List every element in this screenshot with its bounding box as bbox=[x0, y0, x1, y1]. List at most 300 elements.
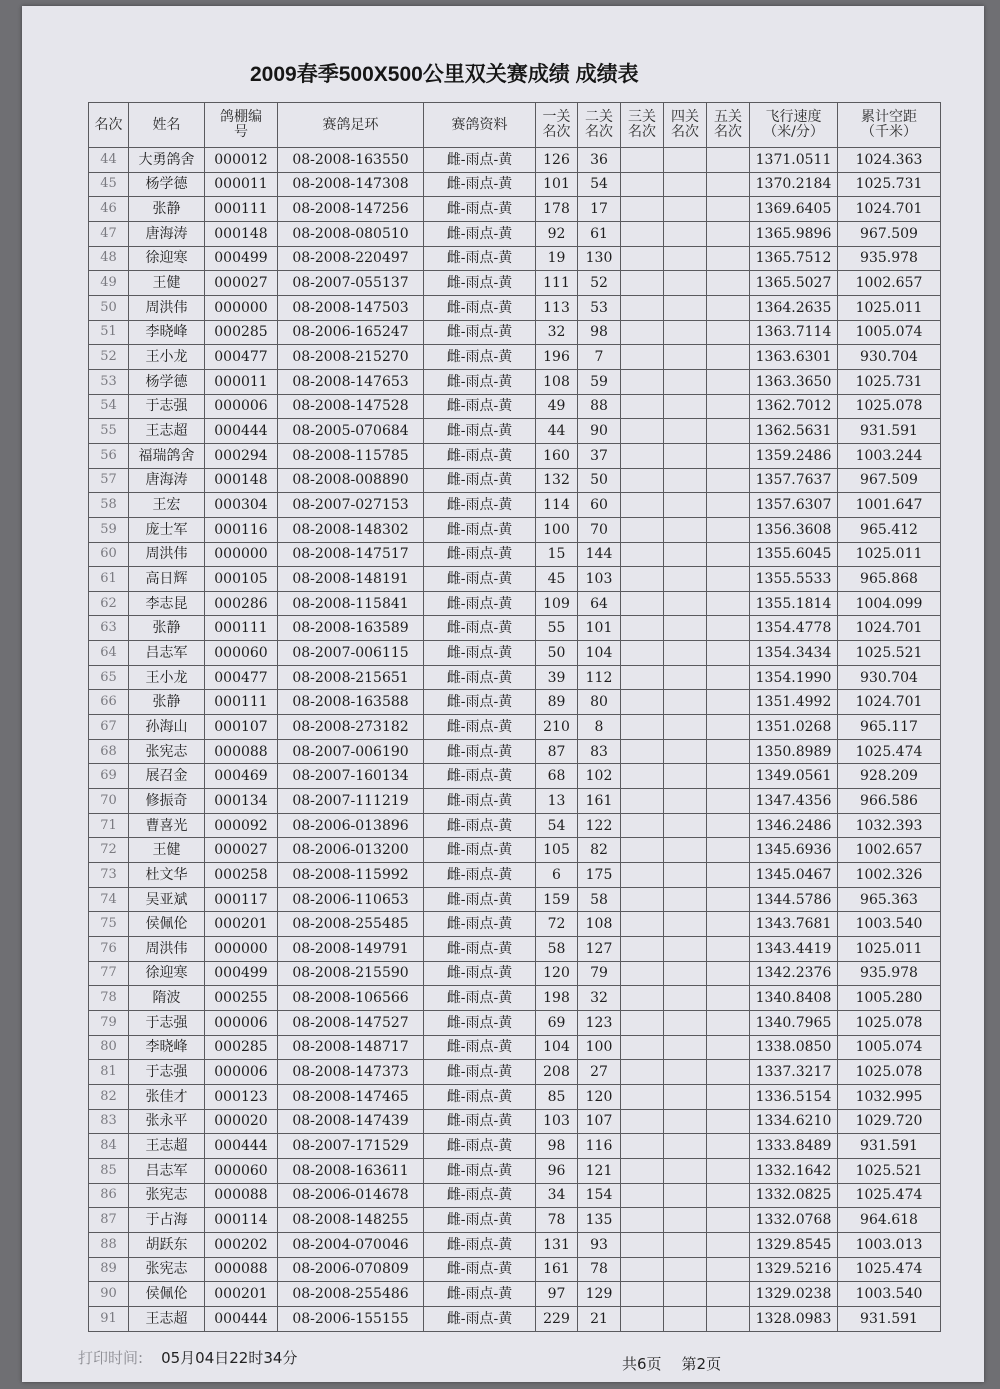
cell-stage2: 54 bbox=[578, 172, 621, 197]
cell-distance: 930.704 bbox=[838, 665, 941, 690]
cell-loft-id: 000255 bbox=[205, 986, 278, 1011]
cell-stage1: 159 bbox=[536, 887, 578, 912]
cell-distance: 931.591 bbox=[838, 1134, 941, 1159]
table-row bbox=[89, 986, 941, 1011]
cell-stage4 bbox=[664, 1134, 707, 1159]
cell-name: 张宪志 bbox=[129, 739, 205, 764]
cell-distance: 1002.326 bbox=[838, 863, 941, 888]
table-row bbox=[89, 789, 941, 814]
cell-stage4 bbox=[664, 912, 707, 937]
cell-stage4 bbox=[664, 443, 707, 468]
table-row bbox=[89, 197, 941, 222]
cell-speed: 1362.7012 bbox=[750, 394, 838, 419]
cell-stage1: 132 bbox=[536, 468, 578, 493]
cell-stage2: 36 bbox=[578, 148, 621, 173]
cell-ring: 08-2008-215651 bbox=[278, 665, 424, 690]
cell-ring: 08-2008-008890 bbox=[278, 468, 424, 493]
cell-stage1: 49 bbox=[536, 394, 578, 419]
cell-stage1: 105 bbox=[536, 838, 578, 863]
cell-name: 于占海 bbox=[129, 1208, 205, 1233]
cell-stage1: 114 bbox=[536, 493, 578, 518]
cell-stage2: 61 bbox=[578, 221, 621, 246]
header-distance: 累计空距（千米） bbox=[838, 103, 941, 148]
table-row bbox=[89, 345, 941, 370]
cell-ring: 08-2008-148717 bbox=[278, 1035, 424, 1060]
cell-stage2: 53 bbox=[578, 295, 621, 320]
cell-loft-id: 000000 bbox=[205, 542, 278, 567]
cell-speed: 1329.8545 bbox=[750, 1232, 838, 1257]
cell-stage5 bbox=[707, 419, 750, 444]
header-pigeon-info: 赛鸽资料 bbox=[424, 103, 536, 148]
cell-rank: 58 bbox=[89, 493, 129, 518]
table-row bbox=[89, 443, 941, 468]
cell-rank: 83 bbox=[89, 1109, 129, 1134]
cell-rank: 51 bbox=[89, 320, 129, 345]
cell-loft-id: 000286 bbox=[205, 591, 278, 616]
cell-pigeon-info: 雌-雨点-黄 bbox=[424, 369, 536, 394]
table-row bbox=[89, 764, 941, 789]
cell-rank: 65 bbox=[89, 665, 129, 690]
cell-speed: 1354.3434 bbox=[750, 641, 838, 666]
cell-stage3 bbox=[621, 1084, 664, 1109]
cell-stage1: 210 bbox=[536, 715, 578, 740]
cell-distance: 1004.099 bbox=[838, 591, 941, 616]
cell-distance: 1025.731 bbox=[838, 172, 941, 197]
table-row bbox=[89, 1282, 941, 1307]
cell-stage3 bbox=[621, 591, 664, 616]
cell-stage2: 107 bbox=[578, 1109, 621, 1134]
print-time-value: 05月04日22时34分 bbox=[161, 1349, 298, 1367]
cell-pigeon-info: 雌-雨点-黄 bbox=[424, 665, 536, 690]
cell-stage3 bbox=[621, 641, 664, 666]
cell-stage3 bbox=[621, 443, 664, 468]
cell-speed: 1359.2486 bbox=[750, 443, 838, 468]
cell-rank: 54 bbox=[89, 394, 129, 419]
cell-stage5 bbox=[707, 443, 750, 468]
cell-stage5 bbox=[707, 764, 750, 789]
cell-stage1: 45 bbox=[536, 567, 578, 592]
cell-stage2: 116 bbox=[578, 1134, 621, 1159]
cell-ring: 08-2008-147527 bbox=[278, 1010, 424, 1035]
cell-stage1: 87 bbox=[536, 739, 578, 764]
cell-pigeon-info: 雌-雨点-黄 bbox=[424, 345, 536, 370]
cell-pigeon-info: 雌-雨点-黄 bbox=[424, 1109, 536, 1134]
cell-stage5 bbox=[707, 148, 750, 173]
table-row bbox=[89, 1208, 941, 1233]
cell-stage5 bbox=[707, 542, 750, 567]
cell-rank: 72 bbox=[89, 838, 129, 863]
cell-stage2: 88 bbox=[578, 394, 621, 419]
cell-stage5 bbox=[707, 1306, 750, 1331]
cell-stage5 bbox=[707, 1060, 750, 1085]
cell-loft-id: 000012 bbox=[205, 148, 278, 173]
cell-stage1: 19 bbox=[536, 246, 578, 271]
cell-stage2: 58 bbox=[578, 887, 621, 912]
cell-stage3 bbox=[621, 567, 664, 592]
cell-stage3 bbox=[621, 838, 664, 863]
cell-ring: 08-2008-273182 bbox=[278, 715, 424, 740]
cell-stage1: 104 bbox=[536, 1035, 578, 1060]
cell-rank: 76 bbox=[89, 937, 129, 962]
cell-ring: 08-2007-055137 bbox=[278, 271, 424, 296]
cell-pigeon-info: 雌-雨点-黄 bbox=[424, 912, 536, 937]
cell-pigeon-info: 雌-雨点-黄 bbox=[424, 591, 536, 616]
cell-stage2: 60 bbox=[578, 493, 621, 518]
cell-stage5 bbox=[707, 295, 750, 320]
cell-stage4 bbox=[664, 937, 707, 962]
table-row bbox=[89, 641, 941, 666]
cell-pigeon-info: 雌-雨点-黄 bbox=[424, 789, 536, 814]
cell-rank: 91 bbox=[89, 1306, 129, 1331]
cell-stage1: 68 bbox=[536, 764, 578, 789]
cell-ring: 08-2007-111219 bbox=[278, 789, 424, 814]
cell-rank: 63 bbox=[89, 616, 129, 641]
cell-stage5 bbox=[707, 320, 750, 345]
page-title: 2009春季500X500公里双关赛成绩 成绩表 bbox=[250, 63, 639, 86]
cell-pigeon-info: 雌-雨点-黄 bbox=[424, 1257, 536, 1282]
cell-rank: 46 bbox=[89, 197, 129, 222]
current-page: 第2页 bbox=[681, 1355, 722, 1373]
cell-stage5 bbox=[707, 345, 750, 370]
cell-stage3 bbox=[621, 715, 664, 740]
cell-stage2: 98 bbox=[578, 320, 621, 345]
cell-speed: 1365.9896 bbox=[750, 221, 838, 246]
cell-pigeon-info: 雌-雨点-黄 bbox=[424, 468, 536, 493]
cell-pigeon-info: 雌-雨点-黄 bbox=[424, 1010, 536, 1035]
cell-pigeon-info: 雌-雨点-黄 bbox=[424, 517, 536, 542]
cell-speed: 1337.3217 bbox=[750, 1060, 838, 1085]
cell-stage2: 21 bbox=[578, 1306, 621, 1331]
cell-stage2: 130 bbox=[578, 246, 621, 271]
cell-loft-id: 000088 bbox=[205, 1257, 278, 1282]
cell-rank: 60 bbox=[89, 542, 129, 567]
cell-stage3 bbox=[621, 961, 664, 986]
cell-name: 王小龙 bbox=[129, 665, 205, 690]
table-row bbox=[89, 542, 941, 567]
cell-rank: 66 bbox=[89, 690, 129, 715]
cell-pigeon-info: 雌-雨点-黄 bbox=[424, 493, 536, 518]
cell-pigeon-info: 雌-雨点-黄 bbox=[424, 320, 536, 345]
cell-stage3 bbox=[621, 1035, 664, 1060]
cell-pigeon-info: 雌-雨点-黄 bbox=[424, 221, 536, 246]
cell-speed: 1351.4992 bbox=[750, 690, 838, 715]
table-row bbox=[89, 517, 941, 542]
cell-stage1: 58 bbox=[536, 937, 578, 962]
print-time-label: 打印时间: bbox=[78, 1349, 144, 1367]
cell-stage3 bbox=[621, 1060, 664, 1085]
cell-stage1: 103 bbox=[536, 1109, 578, 1134]
cell-rank: 90 bbox=[89, 1282, 129, 1307]
cell-name: 修振奇 bbox=[129, 789, 205, 814]
cell-stage5 bbox=[707, 1035, 750, 1060]
cell-distance: 1005.280 bbox=[838, 986, 941, 1011]
cell-ring: 08-2008-147503 bbox=[278, 295, 424, 320]
cell-stage5 bbox=[707, 887, 750, 912]
cell-rank: 67 bbox=[89, 715, 129, 740]
cell-name: 张宪志 bbox=[129, 1257, 205, 1282]
cell-stage5 bbox=[707, 1282, 750, 1307]
cell-stage1: 97 bbox=[536, 1282, 578, 1307]
cell-distance: 965.117 bbox=[838, 715, 941, 740]
cell-stage1: 89 bbox=[536, 690, 578, 715]
cell-name: 周洪伟 bbox=[129, 937, 205, 962]
cell-name: 吕志军 bbox=[129, 1158, 205, 1183]
cell-distance: 1025.078 bbox=[838, 394, 941, 419]
cell-distance: 1001.647 bbox=[838, 493, 941, 518]
cell-ring: 08-2008-115992 bbox=[278, 863, 424, 888]
cell-pigeon-info: 雌-雨点-黄 bbox=[424, 246, 536, 271]
header-stage1: 一关名次 bbox=[536, 103, 578, 148]
cell-stage1: 131 bbox=[536, 1232, 578, 1257]
cell-loft-id: 000477 bbox=[205, 665, 278, 690]
cell-ring: 08-2004-070046 bbox=[278, 1232, 424, 1257]
cell-speed: 1364.2635 bbox=[750, 295, 838, 320]
cell-name: 唐海涛 bbox=[129, 468, 205, 493]
cell-stage5 bbox=[707, 789, 750, 814]
cell-stage5 bbox=[707, 1183, 750, 1208]
table-row bbox=[89, 221, 941, 246]
cell-stage4 bbox=[664, 394, 707, 419]
cell-speed: 1342.2376 bbox=[750, 961, 838, 986]
cell-stage4 bbox=[664, 246, 707, 271]
cell-loft-id: 000116 bbox=[205, 517, 278, 542]
cell-stage5 bbox=[707, 912, 750, 937]
cell-pigeon-info: 雌-雨点-黄 bbox=[424, 148, 536, 173]
cell-distance: 1025.731 bbox=[838, 369, 941, 394]
cell-ring: 08-2008-148302 bbox=[278, 517, 424, 542]
cell-rank: 75 bbox=[89, 912, 129, 937]
cell-loft-id: 000011 bbox=[205, 369, 278, 394]
cell-speed: 1363.3650 bbox=[750, 369, 838, 394]
cell-stage3 bbox=[621, 369, 664, 394]
cell-rank: 49 bbox=[89, 271, 129, 296]
cell-loft-id: 000114 bbox=[205, 1208, 278, 1233]
cell-stage2: 129 bbox=[578, 1282, 621, 1307]
cell-stage3 bbox=[621, 616, 664, 641]
cell-distance: 1025.011 bbox=[838, 937, 941, 962]
cell-stage5 bbox=[707, 369, 750, 394]
cell-ring: 08-2008-215590 bbox=[278, 961, 424, 986]
cell-stage2: 79 bbox=[578, 961, 621, 986]
cell-stage5 bbox=[707, 863, 750, 888]
cell-name: 杜文华 bbox=[129, 863, 205, 888]
cell-ring: 08-2008-147308 bbox=[278, 172, 424, 197]
cell-stage3 bbox=[621, 1183, 664, 1208]
cell-speed: 1347.4356 bbox=[750, 789, 838, 814]
cell-stage2: 108 bbox=[578, 912, 621, 937]
cell-name: 大勇鸽舍 bbox=[129, 148, 205, 173]
cell-loft-id: 000499 bbox=[205, 961, 278, 986]
cell-name: 张永平 bbox=[129, 1109, 205, 1134]
cell-name: 王健 bbox=[129, 271, 205, 296]
cell-speed: 1338.0850 bbox=[750, 1035, 838, 1060]
cell-loft-id: 000000 bbox=[205, 295, 278, 320]
cell-stage4 bbox=[664, 172, 707, 197]
cell-distance: 1025.078 bbox=[838, 1060, 941, 1085]
cell-loft-id: 000060 bbox=[205, 1158, 278, 1183]
cell-stage1: 109 bbox=[536, 591, 578, 616]
cell-ring: 08-2006-110653 bbox=[278, 887, 424, 912]
cell-stage4 bbox=[664, 542, 707, 567]
cell-stage3 bbox=[621, 468, 664, 493]
cell-rank: 88 bbox=[89, 1232, 129, 1257]
cell-rank: 52 bbox=[89, 345, 129, 370]
cell-rank: 61 bbox=[89, 567, 129, 592]
table-row bbox=[89, 715, 941, 740]
cell-stage4 bbox=[664, 591, 707, 616]
cell-stage4 bbox=[664, 739, 707, 764]
cell-speed: 1336.5154 bbox=[750, 1084, 838, 1109]
cell-loft-id: 000092 bbox=[205, 813, 278, 838]
cell-stage3 bbox=[621, 887, 664, 912]
cell-stage1: 178 bbox=[536, 197, 578, 222]
cell-stage4 bbox=[664, 1084, 707, 1109]
cell-name: 于志强 bbox=[129, 1010, 205, 1035]
cell-distance: 1005.074 bbox=[838, 1035, 941, 1060]
cell-stage1: 44 bbox=[536, 419, 578, 444]
cell-stage1: 113 bbox=[536, 295, 578, 320]
cell-stage4 bbox=[664, 1306, 707, 1331]
cell-stage5 bbox=[707, 246, 750, 271]
cell-ring: 08-2008-147517 bbox=[278, 542, 424, 567]
cell-rank: 57 bbox=[89, 468, 129, 493]
cell-stage4 bbox=[664, 197, 707, 222]
table-row bbox=[89, 838, 941, 863]
cell-stage5 bbox=[707, 690, 750, 715]
cell-ring: 08-2006-155155 bbox=[278, 1306, 424, 1331]
cell-stage2: 8 bbox=[578, 715, 621, 740]
cell-stage3 bbox=[621, 419, 664, 444]
cell-pigeon-info: 雌-雨点-黄 bbox=[424, 863, 536, 888]
cell-stage5 bbox=[707, 1134, 750, 1159]
cell-stage4 bbox=[664, 320, 707, 345]
cell-pigeon-info: 雌-雨点-黄 bbox=[424, 419, 536, 444]
cell-speed: 1328.0983 bbox=[750, 1306, 838, 1331]
cell-ring: 08-2008-147653 bbox=[278, 369, 424, 394]
cell-stage1: 126 bbox=[536, 148, 578, 173]
cell-stage5 bbox=[707, 616, 750, 641]
cell-stage1: 208 bbox=[536, 1060, 578, 1085]
cell-name: 胡跃东 bbox=[129, 1232, 205, 1257]
cell-speed: 1343.4419 bbox=[750, 937, 838, 962]
cell-name: 张静 bbox=[129, 616, 205, 641]
cell-pigeon-info: 雌-雨点-黄 bbox=[424, 443, 536, 468]
cell-stage3 bbox=[621, 1232, 664, 1257]
cell-ring: 08-2008-148255 bbox=[278, 1208, 424, 1233]
cell-loft-id: 000088 bbox=[205, 1183, 278, 1208]
cell-stage1: 120 bbox=[536, 961, 578, 986]
cell-speed: 1332.0825 bbox=[750, 1183, 838, 1208]
table-row bbox=[89, 961, 941, 986]
cell-distance: 1025.474 bbox=[838, 1183, 941, 1208]
cell-stage3 bbox=[621, 937, 664, 962]
cell-name: 唐海涛 bbox=[129, 221, 205, 246]
table-row bbox=[89, 567, 941, 592]
cell-stage2: 59 bbox=[578, 369, 621, 394]
cell-stage1: 78 bbox=[536, 1208, 578, 1233]
cell-rank: 56 bbox=[89, 443, 129, 468]
cell-loft-id: 000111 bbox=[205, 197, 278, 222]
cell-distance: 931.591 bbox=[838, 419, 941, 444]
cell-stage4 bbox=[664, 665, 707, 690]
table-row bbox=[89, 1257, 941, 1282]
cell-loft-id: 000000 bbox=[205, 937, 278, 962]
cell-distance: 964.618 bbox=[838, 1208, 941, 1233]
cell-pigeon-info: 雌-雨点-黄 bbox=[424, 271, 536, 296]
table-row bbox=[89, 468, 941, 493]
cell-stage1: 100 bbox=[536, 517, 578, 542]
cell-loft-id: 000020 bbox=[205, 1109, 278, 1134]
cell-loft-id: 000006 bbox=[205, 1060, 278, 1085]
table-row bbox=[89, 1158, 941, 1183]
cell-stage1: 229 bbox=[536, 1306, 578, 1331]
cell-name: 王健 bbox=[129, 838, 205, 863]
cell-stage1: 160 bbox=[536, 443, 578, 468]
cell-speed: 1365.7512 bbox=[750, 246, 838, 271]
cell-stage5 bbox=[707, 665, 750, 690]
header-stage4: 四关名次 bbox=[664, 103, 707, 148]
header-speed: 飞行速度（米/分） bbox=[750, 103, 838, 148]
cell-stage5 bbox=[707, 1109, 750, 1134]
cell-speed: 1349.0561 bbox=[750, 764, 838, 789]
cell-speed: 1371.0511 bbox=[750, 148, 838, 173]
cell-stage2: 70 bbox=[578, 517, 621, 542]
cell-rank: 80 bbox=[89, 1035, 129, 1060]
cell-distance: 1024.701 bbox=[838, 197, 941, 222]
cell-stage5 bbox=[707, 1232, 750, 1257]
cell-speed: 1357.7637 bbox=[750, 468, 838, 493]
table-row bbox=[89, 813, 941, 838]
cell-stage5 bbox=[707, 591, 750, 616]
cell-stage4 bbox=[664, 345, 707, 370]
cell-rank: 59 bbox=[89, 517, 129, 542]
cell-stage4 bbox=[664, 517, 707, 542]
cell-rank: 70 bbox=[89, 789, 129, 814]
cell-pigeon-info: 雌-雨点-黄 bbox=[424, 616, 536, 641]
cell-stage2: 90 bbox=[578, 419, 621, 444]
cell-stage2: 122 bbox=[578, 813, 621, 838]
cell-speed: 1354.1990 bbox=[750, 665, 838, 690]
cell-loft-id: 000107 bbox=[205, 715, 278, 740]
cell-distance: 1025.474 bbox=[838, 1257, 941, 1282]
cell-distance: 931.591 bbox=[838, 1306, 941, 1331]
cell-pigeon-info: 雌-雨点-黄 bbox=[424, 690, 536, 715]
cell-ring: 08-2008-147465 bbox=[278, 1084, 424, 1109]
cell-stage3 bbox=[621, 1134, 664, 1159]
cell-stage2: 121 bbox=[578, 1158, 621, 1183]
cell-stage2: 64 bbox=[578, 591, 621, 616]
cell-pigeon-info: 雌-雨点-黄 bbox=[424, 542, 536, 567]
cell-name: 侯佩伦 bbox=[129, 912, 205, 937]
cell-stage2: 161 bbox=[578, 789, 621, 814]
cell-loft-id: 000148 bbox=[205, 468, 278, 493]
cell-stage2: 102 bbox=[578, 764, 621, 789]
cell-name: 王宏 bbox=[129, 493, 205, 518]
cell-stage3 bbox=[621, 863, 664, 888]
table-row bbox=[89, 665, 941, 690]
cell-stage4 bbox=[664, 567, 707, 592]
cell-speed: 1333.8489 bbox=[750, 1134, 838, 1159]
cell-ring: 08-2008-163611 bbox=[278, 1158, 424, 1183]
cell-pigeon-info: 雌-雨点-黄 bbox=[424, 172, 536, 197]
cell-stage2: 80 bbox=[578, 690, 621, 715]
table-row bbox=[89, 320, 941, 345]
cell-stage2: 112 bbox=[578, 665, 621, 690]
cell-ring: 08-2008-255486 bbox=[278, 1282, 424, 1307]
cell-stage3 bbox=[621, 1208, 664, 1233]
cell-stage4 bbox=[664, 838, 707, 863]
cell-stage3 bbox=[621, 764, 664, 789]
